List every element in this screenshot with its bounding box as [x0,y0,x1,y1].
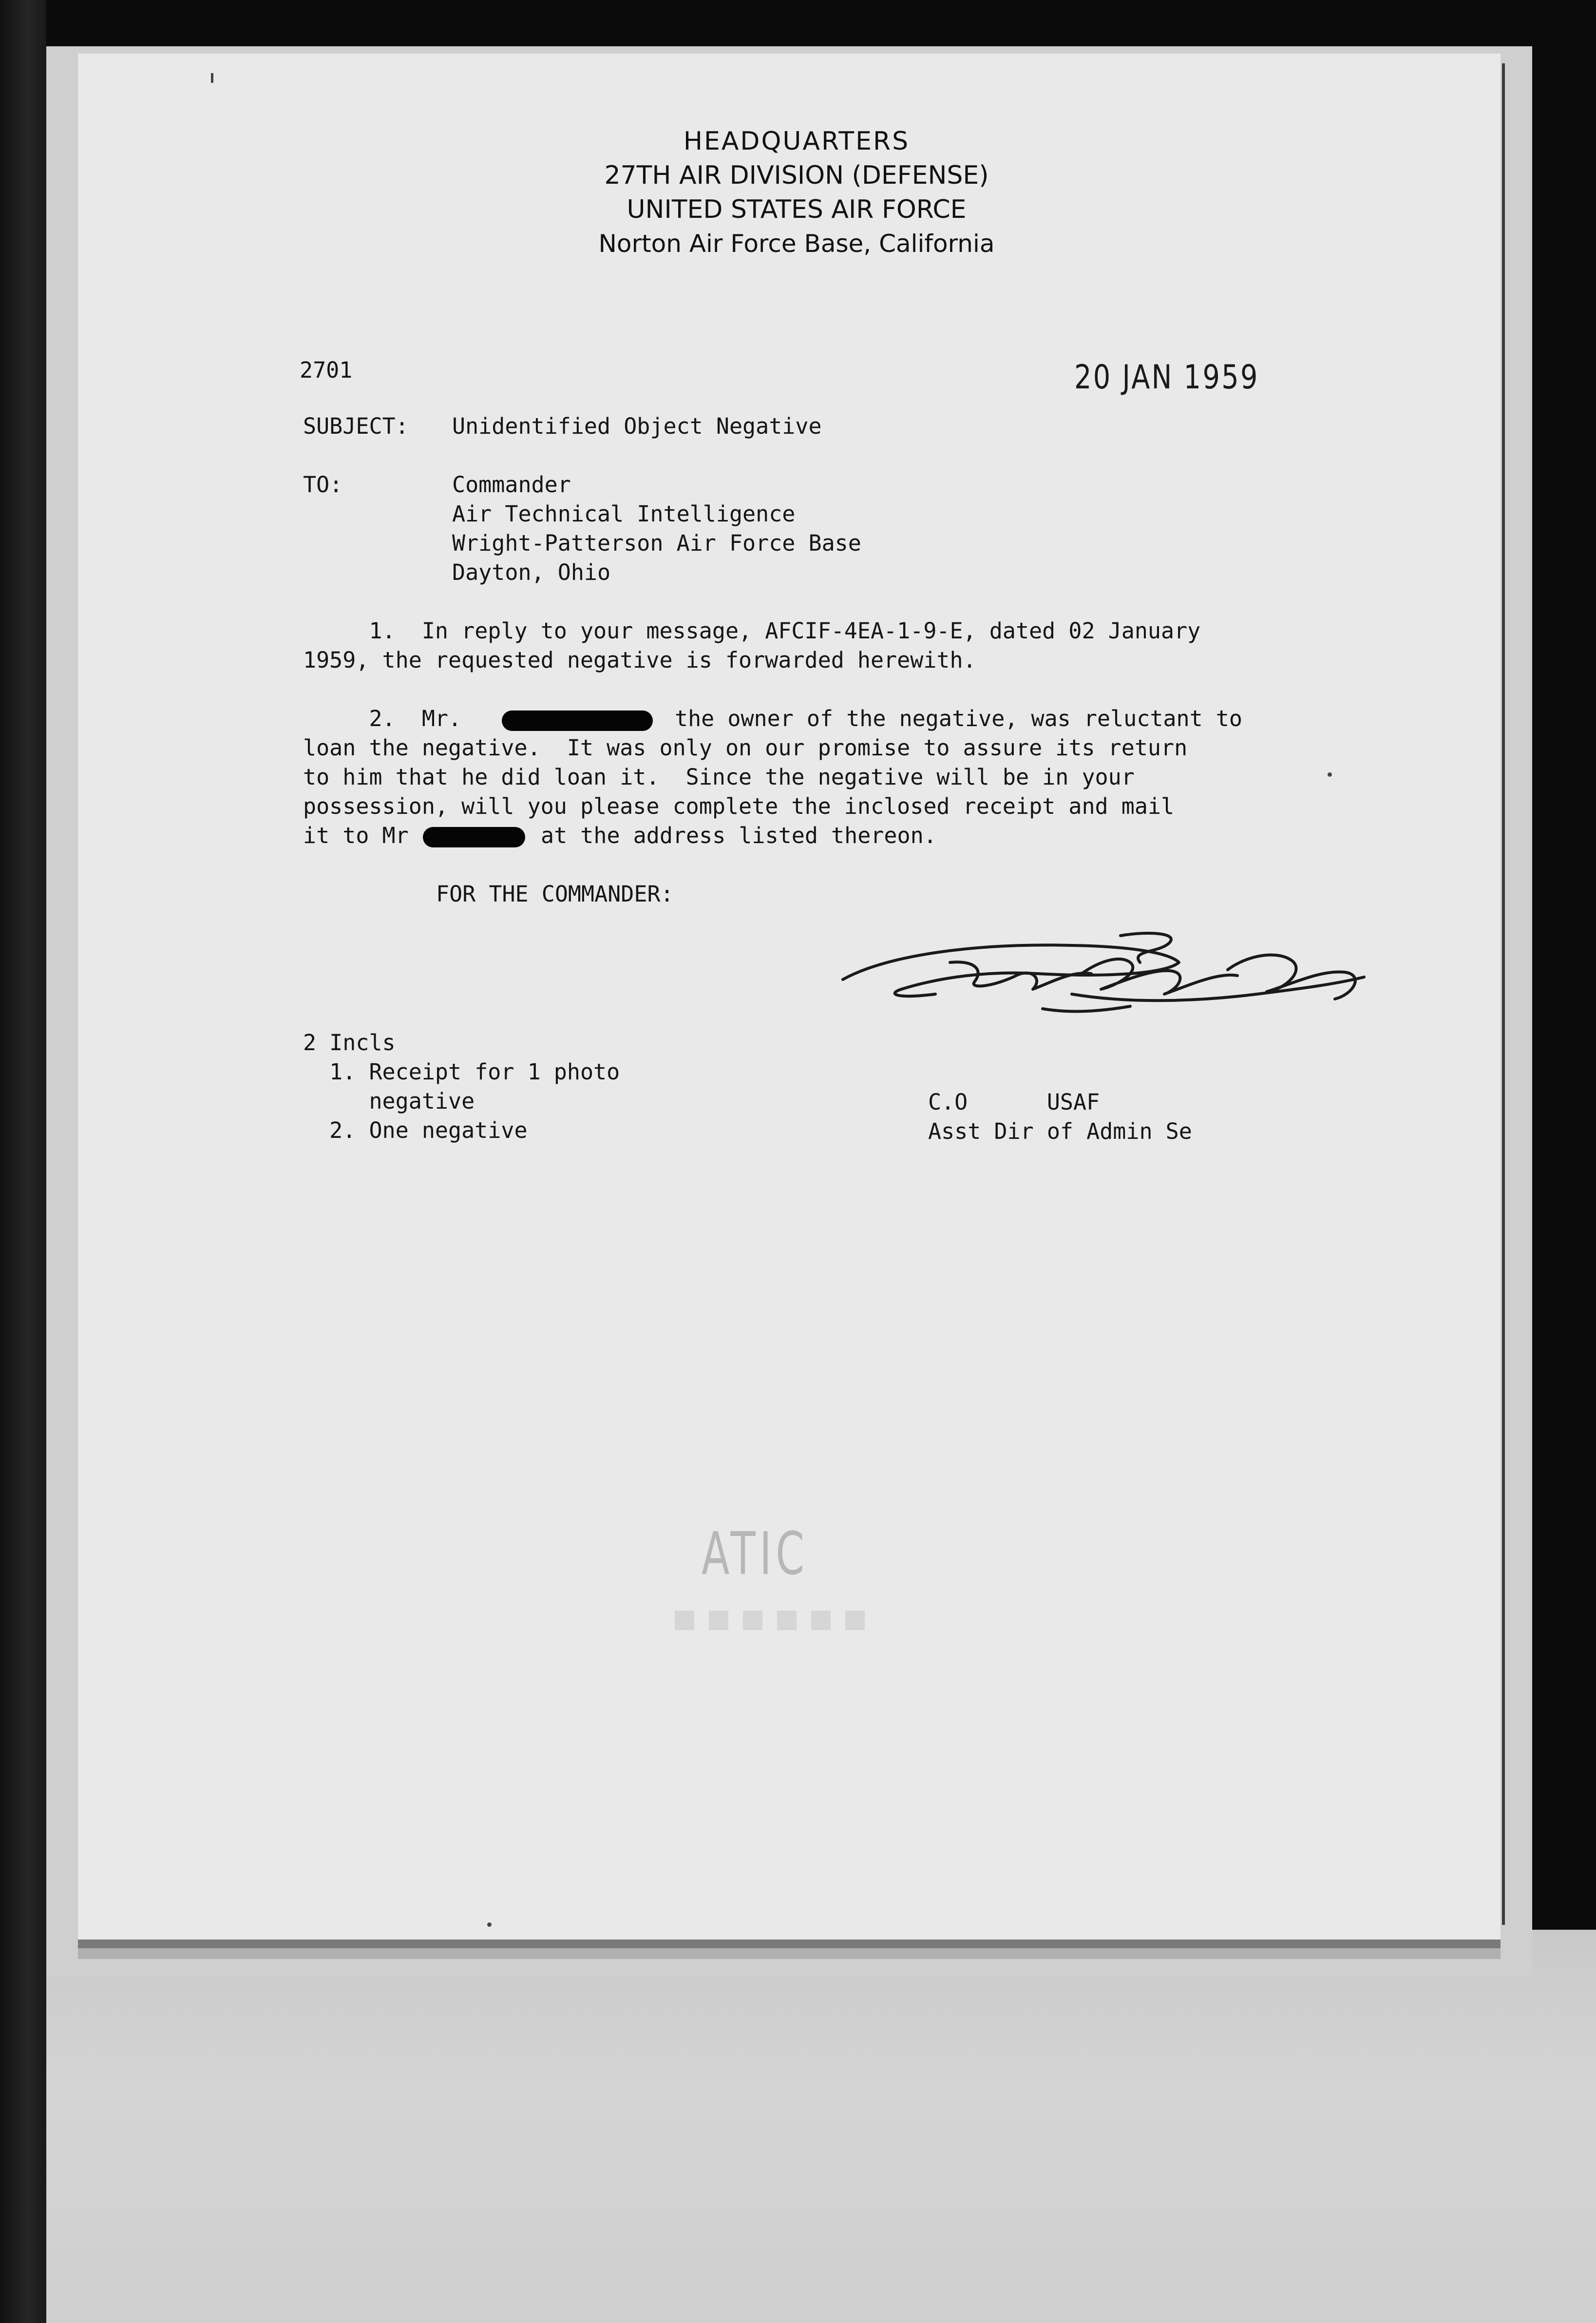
enclosure-item: negative [303,1088,475,1114]
paragraph-1-line: 1. In reply to your message, AFCIF-4EA-1-9-E, dated 02 January [303,618,1201,644]
signature-block-title: Asst Dir of Admin Se [928,1118,1192,1144]
file-number: 2701 [300,357,353,383]
to-line: Air Technical Intelligence [452,501,796,527]
letterhead-service: UNITED STATES AIR FORCE [627,195,967,224]
scan-speck [487,1922,492,1927]
date-stamp: 20 JAN 1959 [1074,358,1259,397]
paragraph-1-line: 1959, the requested negative is forwarded herewith. [303,647,976,673]
letterhead [0,124,1593,261]
page-edge-line [1502,63,1505,1925]
letterhead-location: Norton Air Force Base, California [598,230,995,258]
enclosures-header: 2 Incls [303,1030,396,1056]
scan-speck [1328,772,1332,777]
paragraph-2-line: at the address listed thereon. [541,823,937,848]
scan-speck [211,73,213,83]
letterhead-headquarters: HEADQUARTERS [683,127,910,156]
paragraph-2-line: the owner of the negative, was reluctant to [675,706,1242,731]
letterhead-division: 27TH AIR DIVISION (DEFENSE) [604,161,989,190]
to-line: Dayton, Ohio [452,559,611,585]
signature [828,916,1388,1028]
enclosure-item: 2. One negative [303,1117,528,1143]
paragraph-2-line: possession, will you please complete the inclosed receipt and mail [303,793,1175,819]
paragraph-2-line: it to Mr [303,823,409,848]
redaction-bar [502,710,653,731]
subject-value: Unidentified Object Negative [452,413,822,439]
receiving-stamp: ATIC [702,1520,809,1588]
paragraph-2-line: loan the negative. It was only on our promise to assure its return [303,735,1188,761]
subject-label: SUBJECT: [303,413,409,439]
enclosure-item: 1. Receipt for 1 photo [303,1059,620,1085]
signature-block-rank: C.O USAF [928,1089,1100,1115]
paragraph-2-line: to him that he did loan it. Since the negative will be in your [303,764,1135,790]
closing-line: FOR THE COMMANDER: [436,881,674,907]
to-label: TO: [303,472,343,498]
stamp-date-smudge [675,1611,879,1630]
scanner-background [0,1930,1596,2323]
to-line: Wright-Patterson Air Force Base [452,530,861,556]
paragraph-2-line: 2. Mr. [303,706,462,731]
to-line: Commander [452,472,571,498]
redaction-bar [423,827,525,847]
film-edge [0,0,46,2323]
